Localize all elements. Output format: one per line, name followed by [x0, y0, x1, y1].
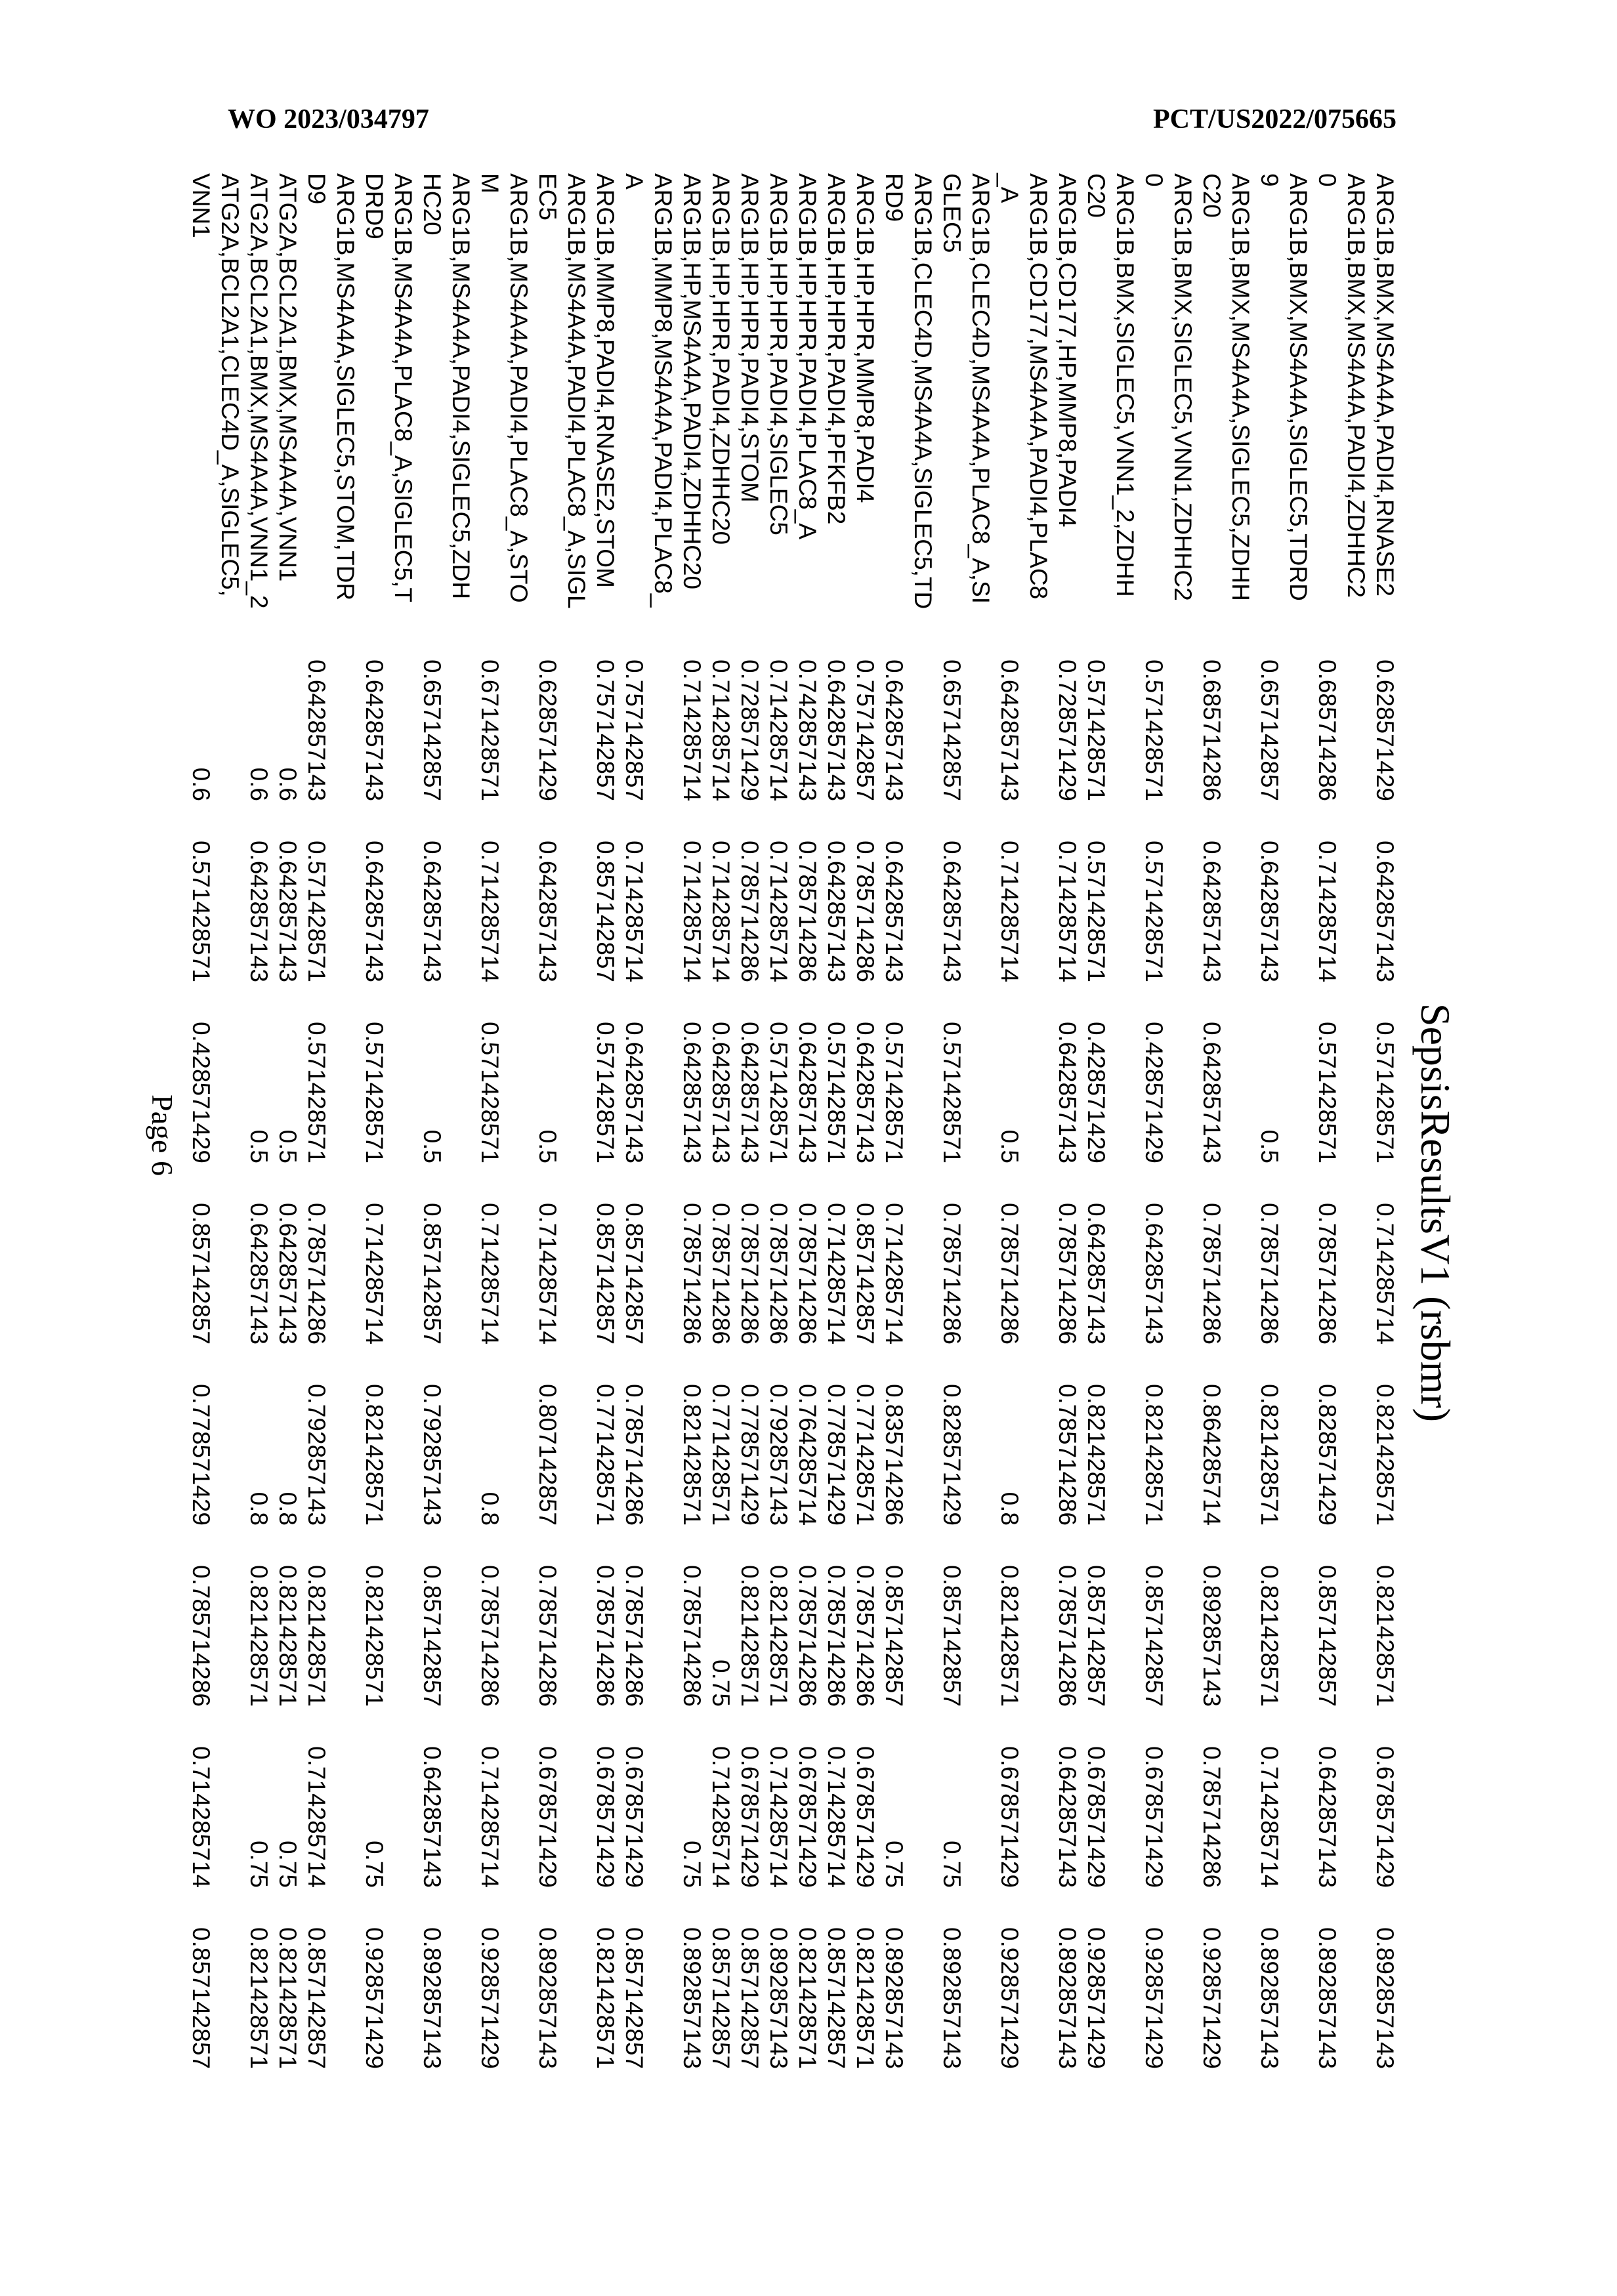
metric-value: 0.571428571: [186, 801, 215, 982]
metric-value: 0.892857143: [417, 1888, 446, 2069]
metric-value: 0.75: [879, 1707, 908, 1888]
metric-value: 0.714285714: [302, 1707, 331, 1888]
metric-value: 0.571428571: [1139, 609, 1168, 801]
metric-value: 0.928571429: [1139, 1888, 1168, 2069]
metric-value: 0.821428571: [1370, 1526, 1399, 1707]
metric-value: 0.714285714: [186, 1707, 215, 1888]
metric-value: 0.785714286: [1312, 1163, 1341, 1345]
metric-value: 0.642857143: [1053, 982, 1082, 1163]
metric-value: 0.785714286: [591, 1526, 620, 1707]
metric-value: 0.792857143: [302, 1345, 331, 1526]
metric-value: 0.571428571: [1139, 801, 1168, 982]
metric-value: 0.792857143: [417, 1345, 446, 1526]
metric-value: 0.657142857: [417, 609, 446, 801]
table-row: [1312, 173, 1370, 2069]
gene-set-label: ARG1B,BMX,MS4A4A,PADI4,RNASE2: [1370, 173, 1399, 610]
metric-value: 0.785714286: [735, 1163, 764, 1345]
metric-value: 0.892857143: [1053, 1888, 1082, 2069]
metric-value: 0.821428571: [735, 1526, 764, 1707]
metric-value: 0.821428571: [850, 1888, 879, 2069]
metric-value: 0.785714286: [1053, 1345, 1082, 1526]
metric-value: 0.857142857: [706, 1888, 735, 2069]
gene-set-label: ARG1B,BMX,MS4A4A,SIGLEC5,ZDHHC20: [1197, 173, 1255, 610]
metric-value: 0.771428571: [591, 1345, 620, 1526]
metric-value: 0.714285714: [822, 1163, 850, 1345]
metric-value: 0.807142857: [533, 1345, 562, 1526]
gene-set-label: ARG1B,MS4A4A,PADI4,PLAC8_A,STOM: [475, 173, 533, 610]
metric-value: 0.8: [244, 1345, 273, 1526]
gene-set-label: ARG1B,HP,HPR,PADI4,SIGLEC5: [764, 173, 793, 610]
metric-value: 0.821428571: [244, 1888, 273, 2069]
table-row: [244, 173, 273, 2069]
metric-value: 0.642857143: [822, 609, 850, 801]
metric-value: 0.714285714: [706, 801, 735, 982]
metric-value: 0.571428571: [1082, 609, 1110, 801]
metric-value: 0.785714286: [793, 801, 822, 982]
gene-set-label: ARG1B,MS4A4A,PADI4,PLAC8_A,SIGLEC5: [533, 173, 591, 610]
gene-set-label: ARG1B,HP,HPR,PADI4,PLAC8_A: [793, 173, 822, 610]
metric-value: 0.857142857: [620, 1888, 648, 2069]
metric-value: 0.642857143: [244, 1163, 273, 1345]
metric-value: 0.857142857: [937, 1526, 966, 1707]
metric-value: 0.75: [273, 1707, 302, 1888]
metric-value: 0.857142857: [850, 1163, 879, 1345]
metric-value: 0.821428571: [273, 1526, 302, 1707]
metric-value: 0.571428571: [879, 982, 908, 1163]
metric-value: 0.571428571: [822, 982, 850, 1163]
metric-value: 0.785714286: [850, 1526, 879, 1707]
table-row: [475, 173, 533, 2069]
metric-value: 0.928571429: [475, 1888, 504, 2069]
metric-value: 0.835714286: [879, 1345, 908, 1526]
metric-value: 0.857142857: [186, 1163, 215, 1345]
metric-value: 0.892857143: [879, 1888, 908, 2069]
table-row: [1255, 173, 1312, 2069]
metric-value: 0.857142857: [879, 1526, 908, 1707]
gene-set-label: ARG1B,CD177,MS4A4A,PADI4,PLAC8_A: [995, 173, 1053, 610]
metric-value: 0.778571429: [822, 1345, 850, 1526]
metric-value: 0.642857143: [360, 609, 388, 801]
table-row: [417, 173, 475, 2069]
table-row: [995, 173, 1053, 2069]
metric-value: 0.928571429: [360, 1888, 388, 2069]
gene-set-label: ARG1B,MMP8,PADI4,RNASE2,STOM: [591, 173, 620, 610]
metric-value: 0.771428571: [850, 1345, 879, 1526]
metric-value: 0.757142857: [591, 609, 620, 801]
metric-value: 0.728571429: [735, 609, 764, 801]
metric-value: 0.642857143: [273, 1163, 302, 1345]
gene-set-label: ARG1B,HP,HPR,PADI4,PFKFB2: [822, 173, 850, 610]
metric-value: 0.821428571: [1255, 1345, 1284, 1526]
metric-value: 0.428571429: [1139, 982, 1168, 1163]
metric-value: 0.857142857: [1312, 1526, 1341, 1707]
metric-value: 0.5: [273, 982, 302, 1163]
metric-value: 0.857142857: [1082, 1526, 1110, 1707]
metric-value: 0.714285714: [677, 801, 706, 982]
gene-set-label: ARG1B,CD177,HP,MMP8,PADI4: [1053, 173, 1082, 610]
metric-value: 0.785714286: [1255, 1163, 1284, 1345]
metric-value: 0.642857143: [620, 982, 648, 1163]
metric-value: 0.642857143: [273, 801, 302, 982]
metric-value: 0.642857143: [244, 801, 273, 982]
metric-value: 0.892857143: [1312, 1888, 1341, 2069]
metric-value: 0.6: [186, 609, 215, 801]
metric-value: 0.714285714: [677, 609, 706, 801]
metric-value: 0.892857143: [1197, 1526, 1226, 1707]
metric-value: 0.678571429: [850, 1707, 879, 1888]
rotated-table-page: [0, 0, 1617, 2296]
metric-value: 0.5: [533, 982, 562, 1163]
metric-value: 0.714285714: [360, 1163, 388, 1345]
metric-value: 0.571428571: [302, 801, 331, 982]
metric-value: 0.678571429: [620, 1707, 648, 1888]
metric-value: 0.714285714: [764, 609, 793, 801]
metric-value: 0.678571429: [1082, 1707, 1110, 1888]
metric-value: 0.714285714: [879, 1163, 908, 1345]
metric-value: 0.785714286: [1197, 1163, 1226, 1345]
metric-value: 0.771428571: [706, 1345, 735, 1526]
metric-value: 0.5: [244, 982, 273, 1163]
metric-value: 0.75: [360, 1707, 388, 1888]
metric-value: 0.6: [273, 609, 302, 801]
results-table: [186, 173, 1399, 2069]
metric-value: 0.571428571: [1370, 982, 1399, 1163]
metric-value: 0.642857143: [677, 982, 706, 1163]
metric-value: 0.857142857: [735, 1888, 764, 2069]
metric-value: 0.742857143: [793, 609, 822, 801]
metric-value: 0.821428571: [793, 1888, 822, 2069]
metric-value: 0.785714286: [937, 1163, 966, 1345]
gene-set-label: ATG2A,BCL2A1,BMX,MS4A4A,VNN1: [273, 173, 302, 610]
metric-value: 0.785714286: [620, 1345, 648, 1526]
metric-value: 0.642857143: [937, 801, 966, 982]
metric-value: 0.785714286: [1053, 1526, 1082, 1707]
metric-value: 0.785714286: [764, 1163, 793, 1345]
table-row: [677, 173, 706, 2069]
metric-value: 0.785714286: [735, 801, 764, 982]
metric-value: 0.678571429: [591, 1707, 620, 1888]
metric-value: 0.857142857: [620, 1163, 648, 1345]
metric-value: 0.714285714: [764, 801, 793, 982]
table-row: [1197, 173, 1255, 2069]
metric-value: 0.821428571: [1139, 1345, 1168, 1526]
metric-value: 0.757142857: [850, 609, 879, 801]
page-number: Page 6: [145, 1095, 180, 1176]
table-row: [1139, 173, 1197, 2069]
metric-value: 0.8: [273, 1345, 302, 1526]
gene-set-label: ARG1B,MMP8,MS4A4A,PADI4,PLAC8_A: [620, 173, 677, 610]
metric-value: 0.714285714: [475, 801, 504, 982]
metric-value: 0.892857143: [1370, 1888, 1399, 2069]
metric-value: 0.785714286: [302, 1163, 331, 1345]
gene-set-label: ARG1B,HP,MS4A4A,PADI4,ZDHHC20: [677, 173, 706, 610]
metric-value: 0.785714286: [533, 1526, 562, 1707]
gene-set-label: ATG2A,BCL2A1,BMX,MS4A4A,VNN1_2: [244, 173, 273, 610]
metric-value: 0.928571429: [995, 1888, 1024, 2069]
metric-value: 0.714285714: [475, 1163, 504, 1345]
metric-value: 0.642857143: [1370, 801, 1399, 982]
metric-value: 0.642857143: [360, 801, 388, 982]
metric-value: 0.642857143: [735, 982, 764, 1163]
gene-set-label: ARG1B,HP,HPR,PADI4,ZDHHC20: [706, 173, 735, 610]
metric-value: 0.785714286: [995, 1163, 1024, 1345]
gene-set-label: ARG1B,HP,HPR,MMP8,PADI4: [850, 173, 879, 610]
metric-value: 0.571428571: [591, 982, 620, 1163]
metric-value: 0.6: [244, 609, 273, 801]
metric-value: 0.821428571: [764, 1526, 793, 1707]
metric-value: 0.642857143: [1255, 801, 1284, 982]
metric-value: 0.678571429: [735, 1707, 764, 1888]
metric-value: 0.714285714: [1255, 1707, 1284, 1888]
metric-value: 0.828571429: [937, 1345, 966, 1526]
metric-value: 0.785714286: [186, 1526, 215, 1707]
metric-value: 0.642857143: [1197, 982, 1226, 1163]
metric-value: 0.571428571: [1082, 801, 1110, 982]
table-row: [302, 173, 360, 2069]
metric-value: 0.714285714: [706, 1707, 735, 1888]
metric-value: 0.928571429: [1197, 1888, 1226, 2069]
metric-value: 0.685714286: [1197, 609, 1226, 801]
metric-value: 0.642857143: [1197, 801, 1226, 982]
metric-value: 0.678571429: [793, 1707, 822, 1888]
metric-value: 0.821428571: [244, 1526, 273, 1707]
metric-value: 0.778571429: [735, 1345, 764, 1526]
metric-value: 0.821428571: [995, 1526, 1024, 1707]
table-row: [764, 173, 793, 2069]
metric-value: 0.75: [677, 1707, 706, 1888]
metric-value: 0.892857143: [677, 1888, 706, 2069]
table-row: [360, 173, 417, 2069]
metric-value: 0.857142857: [822, 1888, 850, 2069]
table-row: [620, 173, 677, 2069]
metric-value: 0.642857143: [850, 982, 879, 1163]
metric-value: 0.8: [475, 1345, 504, 1526]
metric-value: 0.642857143: [1082, 1163, 1110, 1345]
metric-value: 0.678571429: [1370, 1707, 1399, 1888]
table-row: [735, 173, 764, 2069]
table-row: [822, 173, 850, 2069]
metric-value: 0.678571429: [995, 1707, 1024, 1888]
metric-value: 0.864285714: [1197, 1345, 1226, 1526]
metric-value: 0.642857143: [417, 801, 446, 982]
metric-value: 0.642857143: [533, 801, 562, 982]
metric-value: 0.678571429: [533, 1707, 562, 1888]
metric-value: 0.785714286: [677, 1526, 706, 1707]
table-row: [879, 173, 937, 2069]
metric-value: 0.757142857: [620, 609, 648, 801]
metric-value: 0.642857143: [793, 982, 822, 1163]
metric-value: 0.8: [995, 1345, 1024, 1526]
gene-set-label: ARG1B,HP,HPR,PADI4,STOM: [735, 173, 764, 610]
metric-value: 0.821428571: [1082, 1345, 1110, 1526]
metric-value: 0.821428571: [677, 1345, 706, 1526]
metric-value: 0.857142857: [591, 1163, 620, 1345]
metric-value: 0.75: [937, 1707, 966, 1888]
table-row: [186, 173, 244, 2069]
metric-value: 0.821428571: [302, 1526, 331, 1707]
table-row: [793, 173, 822, 2069]
table-row: [1053, 173, 1082, 2069]
gene-set-label: ARG1B,BMX,SIGLEC5,VNN1_2,ZDHHC20: [1082, 173, 1139, 610]
metric-value: 0.571428571: [1312, 982, 1341, 1163]
metric-value: 0.657142857: [1255, 609, 1284, 801]
metric-value: 0.892857143: [1255, 1888, 1284, 2069]
gene-set-label: ATG2A,BCL2A1,CLEC4D_A,SIGLEC5,VNN1: [186, 173, 244, 610]
table-row: [533, 173, 591, 2069]
metric-value: 0.642857143: [706, 982, 735, 1163]
metric-value: 0.785714286: [475, 1526, 504, 1707]
gene-set-label: ARG1B,MS4A4A,PADI4,SIGLEC5,ZDHHC20: [417, 173, 475, 610]
gene-set-label: ARG1B,BMX,SIGLEC5,VNN1,ZDHHC20: [1139, 173, 1197, 610]
metric-value: 0.714285714: [764, 1707, 793, 1888]
metric-value: 0.821428571: [591, 1888, 620, 2069]
gene-set-label: ARG1B,BMX,MS4A4A,PADI4,ZDHHC20: [1312, 173, 1370, 610]
metric-value: 0.5: [995, 982, 1024, 1163]
metric-value: 0.685714286: [1312, 609, 1341, 801]
metric-value: 0.821428571: [1370, 1345, 1399, 1526]
metric-value: 0.571428571: [764, 982, 793, 1163]
metric-value: 0.857142857: [186, 1888, 215, 2069]
metric-value: 0.642857143: [1312, 1707, 1341, 1888]
metric-value: 0.571428571: [475, 982, 504, 1163]
metric-value: 0.785714286: [793, 1526, 822, 1707]
metric-value: 0.642857143: [417, 1707, 446, 1888]
metric-value: 0.821428571: [360, 1345, 388, 1526]
application-number: PCT/US2022/075665: [1153, 104, 1396, 135]
metric-value: 0.642857143: [302, 609, 331, 801]
metric-value: 0.5: [1255, 982, 1284, 1163]
metric-value: 0.714285714: [1370, 1163, 1399, 1345]
table-row: [1082, 173, 1139, 2069]
gene-set-label: ARG1B,MS4A4A,PLAC8_A,SIGLEC5,TDRD9: [360, 173, 417, 610]
metric-value: 0.785714286: [1197, 1707, 1226, 1888]
metric-value: 0.785714286: [793, 1163, 822, 1345]
metric-value: 0.785714286: [620, 1526, 648, 1707]
table-row: [706, 173, 735, 2069]
metric-value: 0.892857143: [533, 1888, 562, 2069]
metric-value: 0.428571429: [1082, 982, 1110, 1163]
table-row: [850, 173, 879, 2069]
table-row: [273, 173, 302, 2069]
metric-value: 0.714285714: [533, 1163, 562, 1345]
metric-value: 0.628571429: [533, 609, 562, 801]
metric-value: 0.628571429: [1370, 609, 1399, 801]
table-row: [591, 173, 620, 2069]
metric-value: 0.821428571: [273, 1888, 302, 2069]
metric-value: 0.714285714: [475, 1707, 504, 1888]
publication-number: WO 2023/034797: [228, 104, 429, 135]
metric-value: 0.821428571: [360, 1526, 388, 1707]
metric-value: 0.571428571: [937, 982, 966, 1163]
table-row: [1370, 173, 1399, 2069]
metric-value: 0.571428571: [302, 982, 331, 1163]
metric-value: 0.792857143: [764, 1345, 793, 1526]
metric-value: 0.785714286: [822, 1526, 850, 1707]
metric-value: 0.642857143: [995, 609, 1024, 801]
metric-value: 0.642857143: [1139, 1163, 1168, 1345]
metric-value: 0.892857143: [764, 1888, 793, 2069]
metric-value: 0.714285714: [995, 801, 1024, 982]
metric-value: 0.5: [417, 982, 446, 1163]
metric-value: 0.785714286: [1053, 1163, 1082, 1345]
metric-value: 0.714285714: [620, 801, 648, 982]
metric-value: 0.642857143: [1053, 1707, 1082, 1888]
metric-value: 0.714285714: [822, 1707, 850, 1888]
metric-value: 0.828571429: [1312, 1345, 1341, 1526]
metric-value: 0.75: [706, 1526, 735, 1707]
table-title: SepsisResultsV1 (rsbmr): [1411, 1003, 1460, 1422]
metric-value: 0.928571429: [1082, 1888, 1110, 2069]
gene-set-label: ARG1B,CLEC4D,MS4A4A,SIGLEC5,TDRD9: [879, 173, 937, 610]
metric-value: 0.728571429: [1053, 609, 1082, 801]
metric-value: 0.671428571: [475, 609, 504, 801]
metric-value: 0.764285714: [793, 1345, 822, 1526]
metric-value: 0.714285714: [706, 609, 735, 801]
gene-set-label: ARG1B,MS4A4A,SIGLEC5,STOM,TDRD9: [302, 173, 360, 610]
metric-value: 0.785714286: [706, 1163, 735, 1345]
metric-value: 0.75: [244, 1707, 273, 1888]
metric-value: 0.857142857: [417, 1163, 446, 1345]
metric-value: 0.857142857: [591, 801, 620, 982]
metric-value: 0.857142857: [417, 1526, 446, 1707]
metric-value: 0.892857143: [937, 1888, 966, 2069]
metric-value: 0.857142857: [1139, 1526, 1168, 1707]
metric-value: 0.571428571: [360, 982, 388, 1163]
metric-value: 0.657142857: [937, 609, 966, 801]
metric-value: 0.785714286: [850, 801, 879, 982]
metric-value: 0.714285714: [1312, 801, 1341, 982]
gene-set-label: ARG1B,CLEC4D,MS4A4A,PLAC8_A,SIGLEC5: [937, 173, 995, 610]
metric-value: 0.642857143: [822, 801, 850, 982]
metric-value: 0.714285714: [1053, 801, 1082, 982]
metric-value: 0.642857143: [879, 609, 908, 801]
gene-set-label: ARG1B,BMX,MS4A4A,SIGLEC5,TDRD9: [1255, 173, 1312, 610]
metric-value: 0.821428571: [1255, 1526, 1284, 1707]
table-row: [937, 173, 995, 2069]
metric-value: 0.778571429: [186, 1345, 215, 1526]
metric-value: 0.428571429: [186, 982, 215, 1163]
metric-value: 0.785714286: [677, 1163, 706, 1345]
metric-value: 0.678571429: [1139, 1707, 1168, 1888]
metric-value: 0.642857143: [879, 801, 908, 982]
metric-value: 0.857142857: [302, 1888, 331, 2069]
